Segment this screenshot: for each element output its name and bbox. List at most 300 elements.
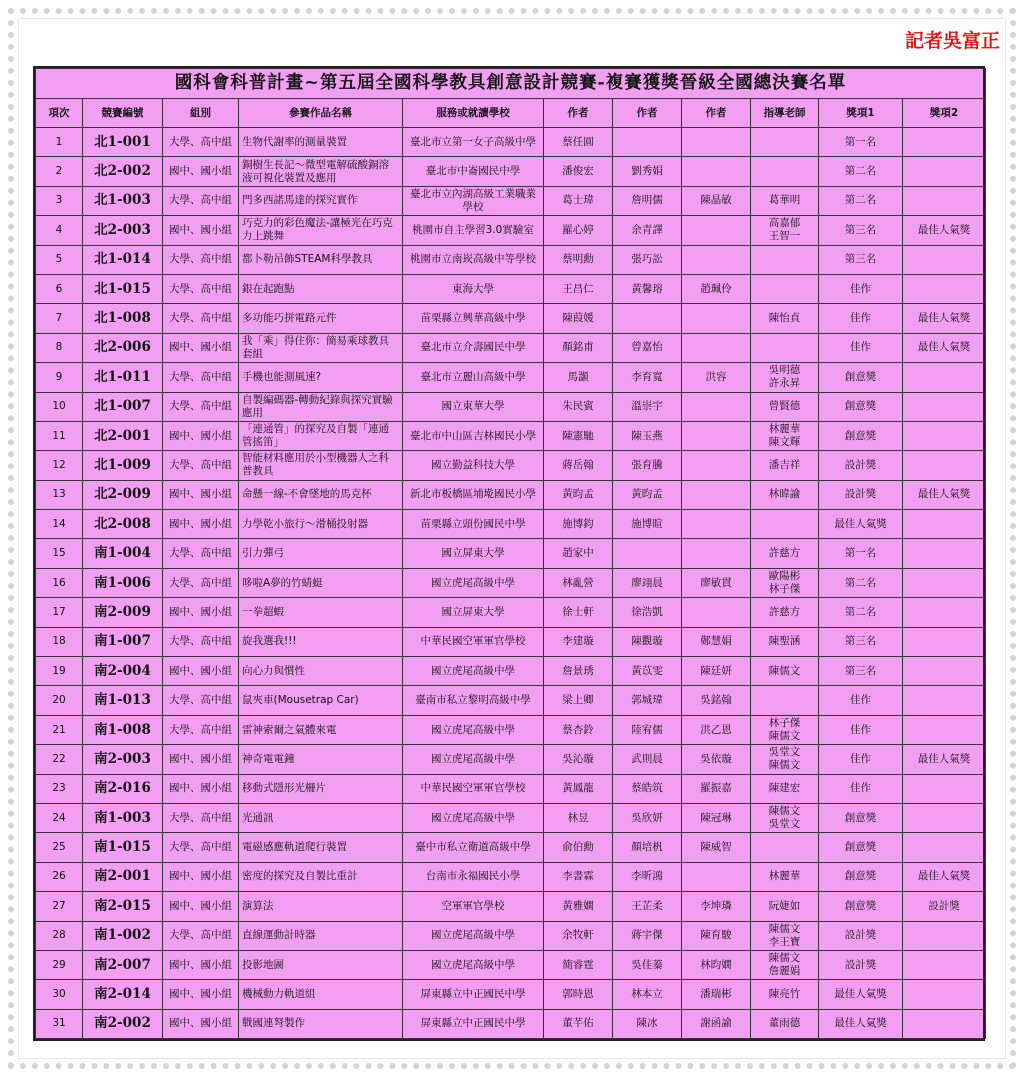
cell-author: 黃苡雯	[613, 657, 682, 686]
cell-author: 顏銘甫	[544, 333, 613, 362]
cell-school: 東海大學	[403, 274, 544, 303]
table-row	[36, 333, 986, 362]
cell-work: 光通訊	[239, 803, 403, 832]
cell-work: 鼠夾車(Mousetrap Car)	[239, 686, 403, 715]
cell-author	[682, 451, 751, 480]
cell-work: 銀在起跑點	[239, 274, 403, 303]
cell-award1: 設計獎	[819, 950, 903, 979]
cell-index: 22	[36, 745, 83, 774]
cell-school: 國立虎尾高級中學	[403, 715, 544, 744]
cell-author	[613, 539, 682, 568]
cell-author: 林亂營	[544, 568, 613, 597]
cell-school: 桃園市自主學習3.0實驗室	[403, 216, 544, 245]
cell-author: 潘俊宏	[544, 157, 613, 186]
cell-school: 國立虎尾高級中學	[403, 568, 544, 597]
cell-code: 北2-001	[83, 421, 163, 450]
cell-award1: 創意獎	[819, 363, 903, 392]
cell-division: 大學、高中組	[163, 304, 239, 333]
reporter-credit: 記者吳富正	[904, 30, 1000, 52]
cell-code: 北1-014	[83, 245, 163, 274]
cell-index: 2	[36, 157, 83, 186]
cell-index: 14	[36, 510, 83, 539]
cell-index: 8	[36, 333, 83, 362]
cell-work: 引力彈弓	[239, 539, 403, 568]
cell-division: 大學、高中組	[163, 186, 239, 215]
cell-code: 北1-001	[83, 128, 163, 157]
cell-advisor: 林暐諭	[751, 480, 819, 509]
cell-award1: 最佳人氣獎	[819, 980, 903, 1009]
cell-division: 國中、國小組	[163, 216, 239, 245]
cell-advisor: 陳儒文 詹麗娟	[751, 950, 819, 979]
cell-work: 移動式隱形光柵片	[239, 774, 403, 803]
cell-award2	[903, 980, 986, 1009]
cell-school: 臺北市中崙國民中學	[403, 157, 544, 186]
cell-author: 施博暄	[613, 510, 682, 539]
cell-code: 南1-002	[83, 921, 163, 950]
cell-author	[682, 216, 751, 245]
cell-author: 陳玉燕	[613, 421, 682, 450]
table-row	[36, 480, 986, 509]
cell-advisor: 吳明德 許永昇	[751, 363, 819, 392]
cell-work: 多功能巧拼電路元件	[239, 304, 403, 333]
cell-author: 梁上卿	[544, 686, 613, 715]
cell-division: 國中、國小組	[163, 1009, 239, 1038]
cell-author: 陳威智	[682, 833, 751, 862]
cell-school: 臺北市中山區吉林國民小學	[403, 421, 544, 450]
cell-author: 馬灝	[544, 363, 613, 392]
cell-author: 陳觀璇	[613, 627, 682, 656]
cell-index: 1	[36, 128, 83, 157]
cell-author	[682, 421, 751, 450]
cell-award1: 最佳人氣獎	[819, 510, 903, 539]
cell-index: 23	[36, 774, 83, 803]
table-row	[36, 392, 986, 421]
cell-advisor: 歐陽彬 林子傑	[751, 568, 819, 597]
table-row	[36, 686, 986, 715]
cell-work: 門多西諾馬達的探究實作	[239, 186, 403, 215]
cell-division: 大學、高中組	[163, 921, 239, 950]
cell-advisor	[751, 833, 819, 862]
cell-code: 南2-002	[83, 1009, 163, 1038]
cell-award1: 創意獎	[819, 833, 903, 862]
cell-advisor: 董雨德	[751, 1009, 819, 1038]
cell-division: 大學、高中組	[163, 686, 239, 715]
cell-division: 國中、國小組	[163, 980, 239, 1009]
cell-work: 我「乘」得住你：簡易乘球教具套組	[239, 333, 403, 362]
cell-code: 南1-003	[83, 803, 163, 832]
cell-award1: 第二名	[819, 186, 903, 215]
cell-work: 生物代謝率的測量裝置	[239, 128, 403, 157]
cell-code: 北2-006	[83, 333, 163, 362]
cell-school: 國立屏東大學	[403, 598, 544, 627]
cell-author: 郭時恩	[544, 980, 613, 1009]
cell-author: 詹景琇	[544, 657, 613, 686]
table-row	[36, 568, 986, 597]
cell-author: 簡睿霆	[544, 950, 613, 979]
cell-work: 機械動力軌道組	[239, 980, 403, 1009]
cell-work: 向心力與慣性	[239, 657, 403, 686]
cell-advisor	[751, 245, 819, 274]
cell-advisor	[751, 686, 819, 715]
cell-author: 蔣宇傑	[613, 921, 682, 950]
cell-code: 南2-004	[83, 657, 163, 686]
cell-index: 28	[36, 921, 83, 950]
title-row	[36, 69, 986, 99]
cell-author: 吳佳蓁	[613, 950, 682, 979]
table-row	[36, 774, 986, 803]
cell-code: 北1-009	[83, 451, 163, 480]
cell-award1: 第三名	[819, 216, 903, 245]
cell-award2: 最佳人氣獎	[903, 480, 986, 509]
cell-author: 詹明儒	[613, 186, 682, 215]
cell-author: 張巧訟	[613, 245, 682, 274]
cell-author: 黃馨瑢	[613, 274, 682, 303]
cell-author: 葛士瑋	[544, 186, 613, 215]
cell-advisor	[751, 128, 819, 157]
cell-code: 南1-013	[83, 686, 163, 715]
cell-award2	[903, 568, 986, 597]
cell-code: 南2-014	[83, 980, 163, 1009]
cell-work: 雷神索爾之氣體來電	[239, 715, 403, 744]
cell-school: 中華民國空軍軍官學校	[403, 627, 544, 656]
cell-school: 屏東縣立中正國民中學	[403, 1009, 544, 1038]
cell-award1: 設計獎	[819, 480, 903, 509]
column-header: 獎項2	[903, 99, 986, 128]
cell-author: 羅心婷	[544, 216, 613, 245]
cell-school: 空軍軍官學校	[403, 892, 544, 921]
cell-advisor	[751, 333, 819, 362]
cell-work: 神奇電電鐘	[239, 745, 403, 774]
cell-author: 黃昀孟	[544, 480, 613, 509]
cell-author	[682, 304, 751, 333]
cell-school: 臺南市私立黎明高級中學	[403, 686, 544, 715]
cell-award2	[903, 421, 986, 450]
cell-award1: 佳作	[819, 686, 903, 715]
cell-index: 25	[36, 833, 83, 862]
cell-code: 南1-007	[83, 627, 163, 656]
cell-award2	[903, 803, 986, 832]
cell-award1: 設計獎	[819, 921, 903, 950]
cell-division: 大學、高中組	[163, 833, 239, 862]
cell-author: 陳冰	[613, 1009, 682, 1038]
cell-award2	[903, 627, 986, 656]
cell-school: 臺中市私立衛道高級中學	[403, 833, 544, 862]
cell-school: 國立東華大學	[403, 392, 544, 421]
cell-index: 9	[36, 363, 83, 392]
cell-advisor: 陳儒文	[751, 657, 819, 686]
cell-award2	[903, 686, 986, 715]
cell-code: 北1-011	[83, 363, 163, 392]
cell-award1: 第二名	[819, 157, 903, 186]
cell-division: 國中、國小組	[163, 774, 239, 803]
cell-index: 6	[36, 274, 83, 303]
table-row	[36, 304, 986, 333]
cell-code: 南1-006	[83, 568, 163, 597]
table-row	[36, 216, 986, 245]
cell-author: 徐浩凱	[613, 598, 682, 627]
cell-award2: 最佳人氣獎	[903, 333, 986, 362]
cell-advisor: 高嘉郁 王智一	[751, 216, 819, 245]
cell-author: 施博鈞	[544, 510, 613, 539]
cell-index: 15	[36, 539, 83, 568]
cell-award2	[903, 715, 986, 744]
cell-code: 南1-008	[83, 715, 163, 744]
cell-award1: 佳作	[819, 274, 903, 303]
cell-division: 大學、高中組	[163, 627, 239, 656]
cell-code: 南1-015	[83, 833, 163, 862]
cell-school: 國立虎尾高級中學	[403, 950, 544, 979]
cell-index: 7	[36, 304, 83, 333]
cell-author: 徐士軒	[544, 598, 613, 627]
cell-school: 臺北市立第一女子高級中學	[403, 128, 544, 157]
cell-index: 3	[36, 186, 83, 215]
cell-division: 國中、國小組	[163, 510, 239, 539]
cell-author	[613, 128, 682, 157]
cell-author: 李建璇	[544, 627, 613, 656]
cell-advisor: 林麗華	[751, 862, 819, 891]
column-header: 競賽編號	[83, 99, 163, 128]
table-row	[36, 980, 986, 1009]
cell-index: 20	[36, 686, 83, 715]
cell-award1: 佳作	[819, 745, 903, 774]
table-row	[36, 627, 986, 656]
cell-index: 30	[36, 980, 83, 1009]
cell-author: 張育騰	[613, 451, 682, 480]
cell-author: 吳沁璇	[544, 745, 613, 774]
cell-author: 王芷柔	[613, 892, 682, 921]
cell-division: 國中、國小組	[163, 421, 239, 450]
cell-award1: 佳作	[819, 774, 903, 803]
cell-award2	[903, 451, 986, 480]
cell-author: 謝函諭	[682, 1009, 751, 1038]
cell-division: 大學、高中組	[163, 128, 239, 157]
cell-school: 台南市永福國民小學	[403, 862, 544, 891]
cell-author: 蔣岳翰	[544, 451, 613, 480]
cell-division: 國中、國小組	[163, 657, 239, 686]
column-header: 作者	[613, 99, 682, 128]
cell-index: 26	[36, 862, 83, 891]
table-row	[36, 862, 986, 891]
cell-author	[613, 304, 682, 333]
cell-award2	[903, 598, 986, 627]
cell-code: 南2-001	[83, 862, 163, 891]
cell-work: 投影地圖	[239, 950, 403, 979]
cell-author: 陳冠琳	[682, 803, 751, 832]
cell-author: 趙家中	[544, 539, 613, 568]
cell-work: 電磁感應軌道爬行裝置	[239, 833, 403, 862]
cell-author: 武則晨	[613, 745, 682, 774]
cell-school: 國立屏東大學	[403, 539, 544, 568]
table-row	[36, 657, 986, 686]
table-row	[36, 128, 986, 157]
cell-award1: 設計獎	[819, 451, 903, 480]
cell-author: 曾嘉怡	[613, 333, 682, 362]
cell-author: 黃昀孟	[613, 480, 682, 509]
cell-author	[682, 862, 751, 891]
cell-work: 「連通管」的探究及自製「連通管搖笛」	[239, 421, 403, 450]
cell-author: 林昀嫺	[682, 950, 751, 979]
cell-award2: 最佳人氣獎	[903, 304, 986, 333]
column-header: 作者	[682, 99, 751, 128]
cell-division: 大學、高中組	[163, 274, 239, 303]
cell-award2	[903, 274, 986, 303]
cell-award2	[903, 921, 986, 950]
cell-work: 戰國連弩製作	[239, 1009, 403, 1038]
cell-code: 北1-008	[83, 304, 163, 333]
cell-author: 陳廷妍	[682, 657, 751, 686]
cell-school: 桃園市立南崁高級中等學校	[403, 245, 544, 274]
cell-code: 南2-003	[83, 745, 163, 774]
cell-author: 洪容	[682, 363, 751, 392]
cell-work: 智能材料應用於小型機器人之科普教具	[239, 451, 403, 480]
cell-author: 李育寬	[613, 363, 682, 392]
column-header: 服務或就讀學校	[403, 99, 544, 128]
cell-author	[682, 510, 751, 539]
cell-award2: 最佳人氣獎	[903, 862, 986, 891]
cell-index: 29	[36, 950, 83, 979]
cell-award1: 創意獎	[819, 892, 903, 921]
cell-author: 吳銘翰	[682, 686, 751, 715]
cell-author: 劉秀娟	[613, 157, 682, 186]
cell-code: 南1-004	[83, 539, 163, 568]
cell-school: 苗栗縣立頭份國民中學	[403, 510, 544, 539]
cell-school: 新北市板橋區埔墘國民小學	[403, 480, 544, 509]
table-row	[36, 745, 986, 774]
column-header: 作者	[544, 99, 613, 128]
cell-author: 蔡任圓	[544, 128, 613, 157]
cell-author: 余牧軒	[544, 921, 613, 950]
cell-award2	[903, 363, 986, 392]
cell-index: 31	[36, 1009, 83, 1038]
cell-award1: 第三名	[819, 627, 903, 656]
cell-award2	[903, 833, 986, 862]
cell-award2	[903, 186, 986, 215]
cell-advisor: 葛華明	[751, 186, 819, 215]
cell-work: 力學乾小旅行～滑桶投射器	[239, 510, 403, 539]
cell-author: 余青譯	[613, 216, 682, 245]
cell-author: 溫崇宇	[613, 392, 682, 421]
cell-author	[682, 539, 751, 568]
cell-work: 手機也能測風速?	[239, 363, 403, 392]
cell-school: 臺北市立麗山高級中學	[403, 363, 544, 392]
cell-division: 國中、國小組	[163, 950, 239, 979]
cell-division: 大學、高中組	[163, 539, 239, 568]
cell-author: 陸宥儒	[613, 715, 682, 744]
table-row	[36, 833, 986, 862]
cell-school: 國立虎尾高級中學	[403, 657, 544, 686]
cell-advisor: 許慈方	[751, 539, 819, 568]
cell-school: 臺北市立內湖高級工業職業學校	[403, 186, 544, 215]
cell-award1: 第二名	[819, 598, 903, 627]
cell-work: 命懸一線-不會墜地的馬克杯	[239, 480, 403, 509]
cell-school: 國立虎尾高級中學	[403, 803, 544, 832]
cell-author: 蔡皓筑	[613, 774, 682, 803]
cell-code: 南2-009	[83, 598, 163, 627]
cell-index: 19	[36, 657, 83, 686]
cell-division: 大學、高中組	[163, 803, 239, 832]
cell-author: 吳依璇	[682, 745, 751, 774]
cell-work: 密度的探究及自製比重計	[239, 862, 403, 891]
column-header: 參賽作品名稱	[239, 99, 403, 128]
results-table	[35, 68, 986, 1039]
cell-award2	[903, 1009, 986, 1038]
cell-division: 國中、國小組	[163, 862, 239, 891]
cell-award1: 第二名	[819, 568, 903, 597]
table-row	[36, 539, 986, 568]
cell-award2	[903, 157, 986, 186]
cell-code: 北2-003	[83, 216, 163, 245]
cell-index: 13	[36, 480, 83, 509]
cell-division: 大學、高中組	[163, 451, 239, 480]
cell-award1: 第三名	[819, 657, 903, 686]
cell-index: 21	[36, 715, 83, 744]
cell-award2	[903, 128, 986, 157]
cell-award1: 創意獎	[819, 803, 903, 832]
cell-author	[682, 598, 751, 627]
cell-code: 南2-007	[83, 950, 163, 979]
cell-code: 南2-016	[83, 774, 163, 803]
cell-division: 國中、國小組	[163, 157, 239, 186]
cell-author: 李昕鴻	[613, 862, 682, 891]
column-header: 組別	[163, 99, 239, 128]
cell-index: 5	[36, 245, 83, 274]
cell-division: 大學、高中組	[163, 568, 239, 597]
results-sheet	[33, 66, 985, 1041]
cell-award2	[903, 245, 986, 274]
cell-advisor: 陳亮竹	[751, 980, 819, 1009]
column-header: 獎項1	[819, 99, 903, 128]
table-row	[36, 186, 986, 215]
table-row	[36, 363, 986, 392]
cell-author: 黃雅嫻	[544, 892, 613, 921]
cell-advisor: 陳儒文 吳堂文	[751, 803, 819, 832]
cell-award2: 設計獎	[903, 892, 986, 921]
cell-school: 屏東縣立中正國民中學	[403, 980, 544, 1009]
table-row	[36, 157, 986, 186]
cell-school: 中華民國空軍軍官學校	[403, 774, 544, 803]
cell-author: 李坤璘	[682, 892, 751, 921]
cell-division: 大學、高中組	[163, 715, 239, 744]
cell-code: 北1-015	[83, 274, 163, 303]
cell-index: 18	[36, 627, 83, 656]
cell-advisor: 阮婕如	[751, 892, 819, 921]
table-row	[36, 510, 986, 539]
cell-award1: 佳作	[819, 304, 903, 333]
cell-school: 國立虎尾高級中學	[403, 745, 544, 774]
table-row	[36, 892, 986, 921]
table-row	[36, 421, 986, 450]
cell-work: 直線運動計時器	[239, 921, 403, 950]
cell-advisor: 曾賢德	[751, 392, 819, 421]
cell-author	[682, 333, 751, 362]
table-row	[36, 451, 986, 480]
cell-index: 24	[36, 803, 83, 832]
cell-division: 國中、國小組	[163, 892, 239, 921]
cell-index: 17	[36, 598, 83, 627]
cell-work: 一拳超蝦	[239, 598, 403, 627]
cell-author: 陳葭媛	[544, 304, 613, 333]
cell-work: 銅樹生長記～微型電解硫酸銅溶液可視化裝置及應用	[239, 157, 403, 186]
cell-index: 4	[36, 216, 83, 245]
cell-work: 巧克力的彩色魔法-讓極光在巧克力上跳舞	[239, 216, 403, 245]
cell-index: 12	[36, 451, 83, 480]
cell-index: 27	[36, 892, 83, 921]
cell-code: 北2-008	[83, 510, 163, 539]
table-title: 國科會科普計畫~第五屆全國科學教具創意設計競賽-複賽獲獎晉級全國總決賽名單	[36, 69, 986, 99]
cell-division: 大學、高中組	[163, 363, 239, 392]
cell-author: 顏培杋	[613, 833, 682, 862]
cell-author: 陳憲馳	[544, 421, 613, 450]
